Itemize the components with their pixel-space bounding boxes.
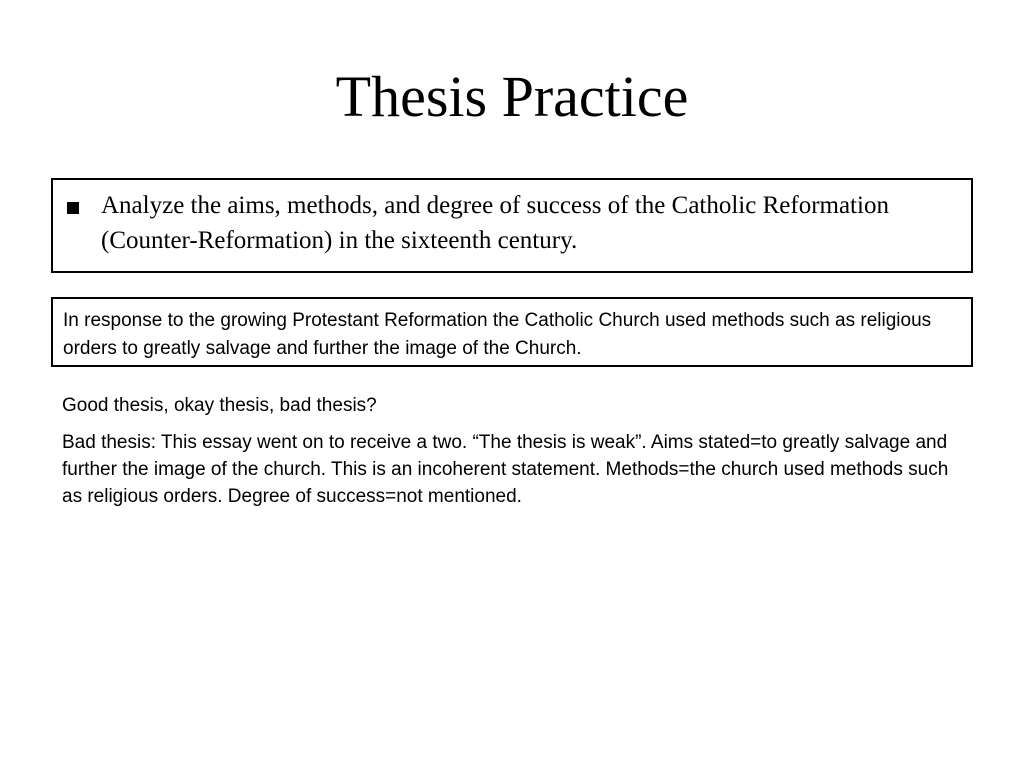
slide-title: Thesis Practice bbox=[335, 64, 689, 129]
square-bullet-icon bbox=[67, 202, 79, 214]
essay-prompt-text: Analyze the aims, methods, and degree of success of the Catholic Reformation (Counter-Reformation) in the sixteenth century. bbox=[101, 192, 889, 254]
evaluation-notes bbox=[62, 392, 962, 510]
sample-thesis-box bbox=[51, 297, 973, 367]
evaluation-answer: Bad thesis: This essay went on to receive a two. “The thesis is weak”. Aims stated=to greatly salvage and further the image of the church. This is an incoherent statement. Methods=the church used methods such as religious orders. Degree of success=not mentioned. bbox=[62, 432, 949, 507]
evaluation-question: Good thesis, okay thesis, bad thesis? bbox=[62, 395, 377, 416]
sample-thesis-text: In response to the growing Protestant Reformation the Catholic Church used methods such as religious orders to greatly salvage and further the image of the Church. bbox=[63, 310, 932, 359]
essay-prompt-box bbox=[51, 178, 973, 273]
prompt-bullet-row bbox=[67, 188, 961, 258]
